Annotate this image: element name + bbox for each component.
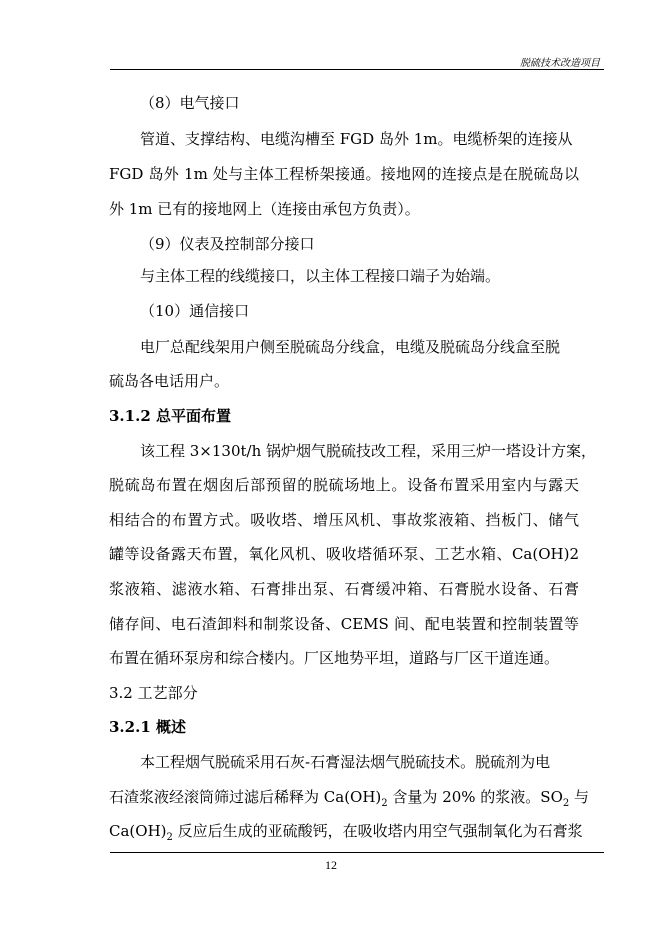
- text-line: 硫岛各电话用户。: [109, 372, 230, 390]
- footer-rule: [110, 852, 604, 853]
- para-8-heading: （8）电气接口: [140, 94, 240, 112]
- text-line: 布置在循环泵房和综合楼内。厂区地势平坦，道路与厂区干道连通。: [109, 649, 560, 667]
- section-heading-3-2-1: 3.2.1 概述: [109, 718, 186, 736]
- text-line: 外 1m 已有的接地网上（连接由承包方负责）。: [109, 200, 420, 218]
- subscript: 2: [166, 832, 173, 843]
- subscript: 2: [562, 798, 570, 809]
- text-line: [109, 822, 583, 847]
- section-heading-3-1-2: 3.1.2 总平面布置: [109, 407, 231, 425]
- text-line: 罐等设备露天布置，氧化风机、吸收塔循环泵、工艺水箱、Ca(OH)2: [109, 545, 579, 563]
- text-segment: 与: [569, 788, 590, 806]
- text-segment: 反应后生成的亚硫酸钙，在吸收塔内用空气强制氧化为石膏浆: [172, 822, 583, 840]
- text-line: 浆液箱、滤液水箱、石膏排出泵、石膏缓冲箱、石膏脱水设备、石膏: [109, 580, 579, 598]
- text-line: 本工程烟气脱硫采用石灰-石膏湿法烟气脱硫技术。脱硫剂为电: [140, 753, 551, 771]
- section-heading-3-2: 3.2 工艺部分: [109, 684, 198, 702]
- subscript: 2: [381, 798, 388, 809]
- text-line: FGD 岛外 1m 处与主体工程桥架接通。接地网的连接点是在脱硫岛以: [109, 165, 579, 183]
- text-segment: 石渣浆液经滚筒筛过滤后稀释为 Ca(OH): [109, 788, 382, 806]
- text-line: 脱硫岛布置在烟囱后部预留的脱硫场地上。设备布置采用室内与露天: [109, 476, 579, 494]
- text-segment: Ca(OH): [109, 822, 167, 840]
- text-line: 管道、支撑结构、电缆沟槽至 FGD 岛外 1m。电缆桥架的连接从: [140, 130, 573, 148]
- text-line: 该工程 3×130t/h 锅炉烟气脱硫技改工程，采用三炉一塔设计方案，: [140, 442, 597, 460]
- page-number: 12: [325, 858, 337, 872]
- text-line: 与主体工程的线缆接口，以主体工程接口端子为始端。: [140, 267, 501, 285]
- header-rule: [110, 69, 604, 70]
- text-line: 储存间、电石渣卸料和制浆设备、CEMS 间、配电装置和控制装置等: [109, 615, 579, 633]
- text-segment: 含量为 20% 的浆液。SO: [387, 788, 563, 806]
- text-line: [109, 788, 589, 813]
- header-title: 脱硫技术改造项目: [520, 58, 600, 69]
- text-line: 相结合的布置方式。吸收塔、增压风机、事故浆液箱、挡板门、储气: [109, 511, 579, 529]
- para-10-heading: （10）通信接口: [140, 302, 250, 320]
- text-line: 电厂总配线架用户侧至脱硫岛分线盒，电缆及脱硫岛分线盒至脱: [140, 338, 561, 356]
- para-9-heading: （9）仪表及控制部分接口: [140, 235, 315, 253]
